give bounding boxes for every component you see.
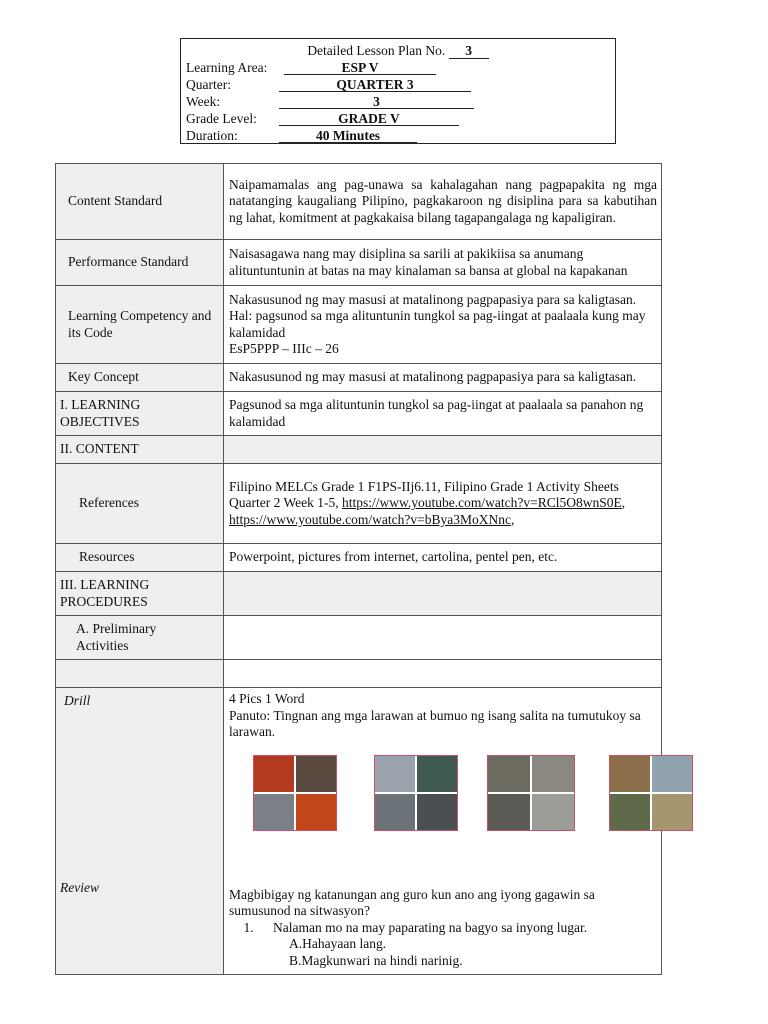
text-preliminary — [224, 616, 662, 660]
row-learning-competency — [56, 286, 662, 364]
label-drill: Drill — [64, 693, 91, 708]
text-spacer — [224, 660, 662, 688]
label-resources: Resources — [56, 544, 224, 572]
text-key-concept: Nakasusunod ng may masusi at matalinong pagpapasiya para sa kaligtasan. — [224, 364, 662, 392]
competency-code: EsP5PPP – IIIc – 26 — [229, 341, 339, 356]
text-content-standard: Naipamamalas ang pag-unawa sa kahalagahan nang pagpapakita ng mga natatanging kaugaliang Pilipino, pagkakaroon ng disiplina para sa kabutihan ng lahat, komitment at pagkakaisa bilang tagapangalaga ng kapaligiran. — [224, 164, 662, 240]
label-content-standard: Content Standard — [56, 164, 224, 240]
label-spacer — [56, 660, 224, 688]
drill-title: 4 Pics 1 Word — [229, 691, 305, 706]
label-learning-objectives: I. LEARNING OBJECTIVES — [56, 392, 224, 436]
text-learning-objectives: Pagsunod sa mga alituntunin tungkol sa pag-iingat at paalaala sa panahon ng kalamidad — [224, 392, 662, 436]
row-key-concept — [56, 364, 662, 392]
label-preliminary: A. Preliminary Activities — [56, 616, 224, 660]
label-learning-competency: Learning Competency and its Code — [56, 286, 224, 364]
reference-link-2[interactable]: https://www.youtube.com/watch?v=bBya3MoXNnc — [229, 511, 511, 527]
review-question: Magbibigay ng katanungan ang guro kun ano ang iyong gagawin sa sumusunod na sitwasyon? — [229, 886, 595, 918]
row-resources — [56, 544, 662, 572]
review-option-b: B.Magkunwari na hindi narinig. — [289, 952, 463, 968]
label-content: II. CONTENT — [56, 436, 224, 464]
pic-earthquake — [487, 755, 575, 831]
header-title-text: Detailed Lesson Plan No. — [307, 43, 446, 58]
label-drill-review — [56, 688, 224, 975]
text-resources: Powerpoint, pictures from internet, cartolina, pentel pen, etc. — [224, 544, 662, 572]
text-drill-review — [224, 688, 662, 975]
review-items — [229, 920, 657, 970]
text-content — [224, 436, 662, 464]
text-performance-standard: Naisasagawa nang may disiplina sa sarili at pakikiisa sa anumang alituntuntunin at batas na may kinalaman sa bansa at global na kapakanan — [224, 240, 662, 286]
review-item-1: 1. Nalaman mo na may paparating na bagyo sa inyong lugar. A.Hahayaan lang. B.Magkunwari na hindi narinig. — [257, 920, 657, 970]
row-references — [56, 464, 662, 544]
row-content-standard — [56, 164, 662, 240]
pic-fire — [253, 755, 337, 831]
pic-flood — [609, 755, 693, 831]
header-title — [181, 43, 615, 59]
four-pics-row — [229, 755, 657, 835]
label-learning-procedures: III. LEARNING PROCEDURES — [56, 572, 224, 616]
duration-value: 40 Minutes — [279, 128, 417, 143]
row-preliminary — [56, 616, 662, 660]
label-key-concept: Key Concept — [56, 364, 224, 392]
lesson-plan-header: Detailed Lesson Plan No. 3 Learning Area: ESP V Quarter: QUARTER 3 Week: 3 Grade Level: GRADE V Duration: 40 Minutes — [180, 38, 616, 144]
row-learning-procedures — [56, 572, 662, 616]
text-references: Filipino MELCs Grade 1 F1PS-IIj6.11, Filipino Grade 1 Activity Sheets Quarter 2 Week 1-5, https://www.youtube.com/watch?v=RCl5O8wnS0E, https://www.youtube.com/watch?v=bBya3MoXNnc, — [224, 464, 662, 544]
row-content — [56, 436, 662, 464]
drill-instruction: Panuto: Tingnan ang mga larawan at bumuo ng isang salita na tumutukoy sa larawan. — [229, 707, 641, 739]
row-drill-review — [56, 688, 662, 975]
review-option-a: A.Hahayaan lang. — [289, 936, 387, 951]
week-value: 3 — [279, 94, 474, 109]
row-performance-standard — [56, 240, 662, 286]
plan-number: 3 — [449, 44, 489, 59]
row-spacer — [56, 660, 662, 688]
quarter-value: QUARTER 3 — [279, 77, 471, 92]
label-references: References — [56, 464, 224, 544]
pic-typhoon — [374, 755, 458, 831]
text-learning-competency: Nakasusunod ng may masusi at matalinong pagpapasiya para sa kaligtasan. Hal: pagsunod sa mga alituntunin tungkol sa pag-iingat at paalaala kung may kalamidad EsP5PPP – IIIc – 26 — [224, 286, 662, 364]
lesson-plan-table — [55, 163, 662, 975]
grade-level-value: GRADE V — [279, 111, 459, 126]
text-learning-procedures — [224, 572, 662, 616]
learning-area-value: ESP V — [284, 60, 436, 75]
label-performance-standard: Performance Standard — [56, 240, 224, 286]
row-learning-objectives — [56, 392, 662, 436]
reference-link-1[interactable]: https://www.youtube.com/watch?v=RCl5O8wnS0E — [342, 495, 622, 511]
label-review: Review — [60, 880, 99, 895]
